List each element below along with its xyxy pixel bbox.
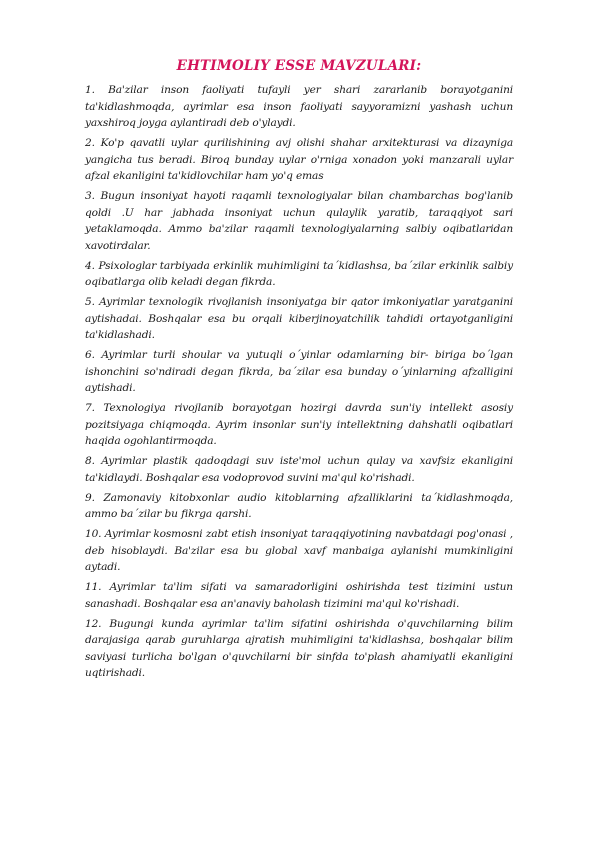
list-item-5: 5. Ayrimlar texnologik rivojlanish insoniyatga bir qator imkoniyatlar yaratganini aytishadai. Boshqalar esa bu orqali kiberjinoyatchilik tahdidi ortayotganligini ta'kidlashadi. (85, 296, 513, 341)
document-title: EHTIMOLIY ESSE MAVZULARI: (176, 58, 422, 74)
list-item-2: 2. Ko'p qavatli uylar qurilishining avj olishi shahar arxitekturasi va dizayniga yangicha tus beradi. Biroq bunday uylar o'rniga xonadon yoki manzarali uylar afzal ekanligini ta'kidlovchilar ham yo'q emas (85, 137, 513, 182)
list-item-10: 10. Ayrimlar kosmosni zabt etish insoniyat taraqqiyotining navbatdagi pog'onasi , deb hisoblaydi. Ba'zilar esa bu global xavf manbaiga aylanishi mumkinligini aytadi. (85, 528, 513, 573)
list-item-4: 4. Psixologlar tarbiyada erkinlik muhimligini ta´kidlashsa, ba´zilar erkinlik salbiy oqibatlarga olib keladi degan fikrda. (85, 259, 513, 288)
list-item-8: 8. Ayrimlar plastik qadoqdagi suv iste'mol uchun qulay va xavfsiz ekanligini ta'kidlaydi. Boshqalar esa vodoprovod suvini ma'qul ko'rishadi. (85, 455, 513, 484)
list-item-6: 6. Ayrimlar turli shoular va yutuqli o´yinlar odamlarning bir- biriga bo´lgan ishonchini so'ndiradi degan fikrda, ba´zilar esa bunday o´yinlarning afzalligini aytishadi. (85, 349, 513, 394)
list-item-11: 11. Ayrimlar ta'lim sifati va samaradorligini oshirishda test tizimini ustun sanashadi. Boshqalar esa an'anaviy baholash tizimini ma'qul ko'rishadi. (85, 581, 513, 610)
list-item-12: 12. Bugungi kunda ayrimlar ta'lim sifatini oshirishda o'quvchilarning bilim darajasiga qarab guruhlarga ajratish muhimligini ta'kidlashsa, boshqalar bilim saviyasi turlicha bo'lgan o'quvchilarni bir sinfda to'plash ahamiyatli ekanligini uqtirishadi. (85, 617, 513, 679)
list-item-3: 3. Bugun insoniyat hayoti raqamli texnologiyalar bilan chambarchas bog'lanib qoldi .U har jabhada insoniyat uchun qulaylik yaratib, taraqqiyot sari yetaklamoqda. Ammo ba'zilar raqamli texnologiyalarning salbiy oqibatlaridan xavotirdalar. (85, 190, 513, 252)
list-item-9: 9. Zamonaviy kitobxonlar audio kitoblarning afzalliklarini ta´kidlashmoqda, ammo ba´zilar bu fikrga qarshi. (85, 491, 513, 520)
document-page (85, 58, 513, 685)
list-item-1: 1. Ba'zilar inson faoliyati tufayli yer shari zararlanib borayotganini ta'kidlashmoqda, ayrimlar esa inson faoliyati sayyoramizni yashash uchun yaxshiroq joyga aylantiradi deb o'ylaydi. (85, 84, 513, 129)
list-item-7: 7. Texnologiya rivojlanib borayotgan hozirgi davrda sun'iy intellekt asosiy pozitsiyaga chiqmoqda. Ayrim insonlar sun'iy intellektning dahshatli oqibatlari haqida ogohlantirmoqda. (85, 402, 513, 447)
